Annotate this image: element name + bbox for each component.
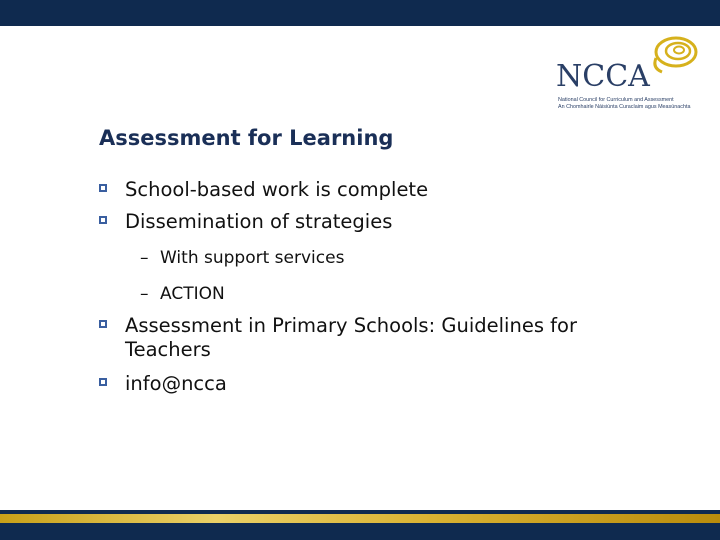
bullet-square-icon bbox=[99, 378, 107, 386]
bullet-text: School-based work is complete bbox=[125, 178, 429, 201]
top-header-bar bbox=[0, 0, 720, 26]
bullet-square-icon bbox=[99, 320, 107, 328]
footer-gold-stripe bbox=[0, 514, 720, 523]
ncca-logo bbox=[556, 34, 706, 112]
swirl-icon bbox=[648, 34, 700, 76]
dash-marker: – bbox=[140, 248, 149, 268]
sub-bullet-text: ACTION bbox=[160, 284, 225, 304]
bullet-square-icon bbox=[99, 216, 107, 224]
slide-title: Assessment for Learning bbox=[99, 126, 394, 150]
bullet-square-icon bbox=[99, 184, 107, 192]
logo-subtitle-english: National Council for Curriculum and Assessment bbox=[558, 97, 674, 103]
dash-marker: – bbox=[140, 284, 149, 304]
sub-bullet-text: With support services bbox=[160, 248, 345, 268]
logo-subtitle-irish: An Chomhairle Náisiúnta Curaclaim agus Measúnachta bbox=[558, 104, 691, 110]
bullet-text: Dissemination of strategies bbox=[125, 210, 393, 233]
bullet-text-continued: Teachers bbox=[125, 338, 211, 361]
bullet-text: Assessment in Primary Schools: Guidelines for bbox=[125, 314, 577, 337]
logo-wordmark: NCCA bbox=[556, 59, 650, 94]
bullet-text: info@ncca bbox=[125, 372, 227, 395]
